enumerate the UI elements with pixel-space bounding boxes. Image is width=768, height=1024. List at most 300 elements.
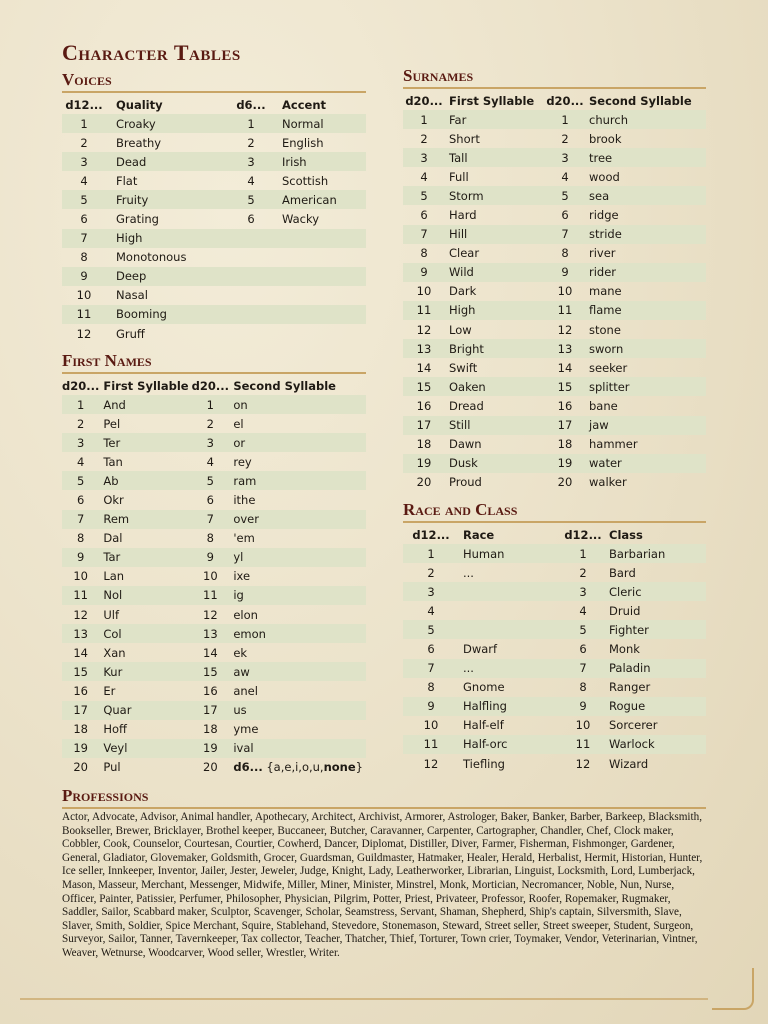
col-header: Accent [282,97,327,112]
col-header: d12... [564,527,602,542]
table-cell [230,324,272,343]
table-row [403,320,706,339]
table-cell: 10 [423,718,439,733]
col-header: Class [609,527,643,542]
table-cell: 5 [62,190,106,209]
table-row [62,567,366,586]
table-row [403,339,706,358]
table-cell: ixe [233,569,251,584]
table-cell: Wild [445,263,545,282]
table-row [62,114,366,133]
table-row [62,643,366,662]
table-cell [272,229,366,248]
table-cell: 4 [427,603,435,618]
table-row [403,678,706,697]
table-cell: 18 [203,722,218,737]
table-cell [230,267,272,286]
race-class-section [403,500,706,773]
table-row [62,324,366,343]
table-cell: Tall [445,148,545,167]
table-cell: 15 [191,662,229,681]
col-header: d20... [191,378,230,393]
table-cell: mane [589,284,622,299]
table-row [403,186,706,205]
table-cell: 2 [427,565,435,580]
col-header: d12... [412,527,450,542]
table-cell: Short [449,131,480,146]
table-cell: 4 [420,169,428,184]
table-cell: 16 [416,398,432,413]
table-cell: Tan [103,454,123,469]
table-cell: 1 [230,114,272,133]
table-cell: 12 [557,322,573,337]
table-cell: Dal [103,531,123,546]
table-cell: 6 [247,212,255,227]
table-cell: Dread [449,398,484,413]
col-header: Second Syllable [233,378,336,393]
page-title: Character Tables [62,40,241,65]
table-header-row [403,91,706,110]
table-cell [272,305,366,324]
table-cell: 11 [62,586,99,605]
table-cell: 9 [403,263,445,282]
table-cell: High [106,229,230,248]
table-row [403,167,706,186]
table-cell [230,229,272,248]
page-corner-ornament [712,968,754,1010]
table-cell: 13 [191,624,229,643]
table-cell: 16 [73,683,88,698]
table-cell: 4 [77,454,85,469]
table-cell: 6 [80,212,88,227]
table-cell: 2 [420,131,428,146]
table-cell: water [585,454,706,473]
table-row [62,471,366,490]
table-row [62,701,366,720]
col-header: d6... [236,97,266,112]
table-cell: 8 [561,246,569,261]
table-cell: Ulf [103,607,120,622]
table-row [62,624,366,643]
table-cell: 2 [579,565,587,580]
table-cell: 1 [561,544,605,563]
vowel-suffix-part: d6... [233,760,263,775]
table-cell: 7 [545,225,585,244]
table-cell [272,267,366,286]
table-row [403,435,706,454]
table-cell: Low [449,322,472,337]
table-cell: 6 [579,642,587,657]
vowel-suffix-cell [229,758,366,777]
table-row [403,358,706,377]
table-cell: 11 [403,301,445,320]
table-cell: 12 [423,756,439,771]
table-cell: el [233,416,244,431]
table-cell: ridge [589,208,619,223]
table-cell: Dead [106,152,230,171]
table-cell: 19 [545,454,585,473]
table-cell: 3 [545,148,585,167]
table-cell: ig [229,586,366,605]
table-cell: Kur [99,662,191,681]
table-cell: ival [229,739,366,758]
table-cell: 8 [420,246,428,261]
table-cell: Fruity [106,190,230,209]
professions-title: Professions [62,786,706,809]
table-cell: stride [585,225,706,244]
col-header: d20... [62,378,100,393]
table-cell: 11 [545,301,585,320]
table-cell: 7 [403,659,459,678]
table-cell: Half-orc [459,735,561,754]
table-cell: Lan [103,569,125,584]
voices-title: Voices [62,70,366,93]
first-names-section [62,351,366,777]
table-cell: 5 [62,471,99,490]
table-row [62,490,366,509]
table-cell: 10 [73,569,88,584]
table-cell: 14 [203,645,218,660]
table-cell: splitter [585,377,706,396]
table-cell: 10 [575,718,591,733]
table-cell: 11 [191,586,229,605]
table-row [62,286,366,305]
col-header: d20... [405,93,443,108]
table-row [62,739,366,758]
race-class-table [403,525,706,773]
table-row [403,263,706,282]
surnames-table [403,91,706,492]
table-row [403,639,706,658]
table-cell: Hoff [103,722,127,737]
table-cell: ... [463,565,474,580]
table-cell: Pul [103,760,121,775]
table-row [403,735,706,754]
table-cell: 15 [403,377,445,396]
table-cell: Tar [99,548,191,567]
table-cell: 15 [62,662,99,681]
table-cell: Quar [99,701,191,720]
table-cell: 5 [545,186,585,205]
table-cell: 18 [557,437,573,452]
table-cell: 1 [403,110,445,129]
table-cell: 19 [191,739,229,758]
table-cell [459,620,561,639]
table-row [403,416,706,435]
table-cell: 7 [561,659,605,678]
table-cell: 6 [561,208,569,223]
table-cell: 7 [403,225,445,244]
race-class-title: Race and Class [403,500,706,523]
table-cell: Bright [445,339,545,358]
table-cell: 1 [62,114,106,133]
table-cell: Proud [449,475,482,490]
table-cell: 3 [62,152,106,171]
table-cell: 8 [427,680,435,695]
table-cell: yl [229,548,366,567]
table-cell: 8 [77,531,85,546]
table-header-row [62,95,366,114]
table-row [62,395,366,414]
table-cell: 1 [191,395,229,414]
col-header: d20... [546,93,584,108]
table-cell: brook [589,131,622,146]
table-cell: hammer [589,437,638,452]
table-row [403,563,706,582]
table-cell: 9 [561,697,605,716]
table-cell: 3 [561,582,605,601]
table-row [403,716,706,735]
table-row [62,452,366,471]
table-row [403,301,706,320]
table-cell: 11 [403,735,459,754]
table-cell: Croaky [106,114,230,133]
table-cell: 6 [427,642,435,657]
table-cell: 20 [203,760,218,775]
table-cell: 5 [230,190,272,209]
table-cell: 12 [203,607,218,622]
table-cell: over [229,510,366,529]
table-cell: 16 [557,398,573,413]
table-cell: walker [589,475,627,490]
table-cell: 2 [206,416,214,431]
table-cell [230,286,272,305]
voices-table [62,95,366,343]
table-cell: Cleric [605,582,706,601]
table-cell: 4 [206,454,214,469]
table-cell: Paladin [605,659,706,678]
table-cell: 12 [416,322,432,337]
table-row [62,152,366,171]
table-cell: 12 [73,607,88,622]
table-cell: Monk [609,642,640,657]
table-cell: 17 [62,701,99,720]
table-cell: sea [585,186,706,205]
table-cell: Oaken [445,377,545,396]
table-cell: 10 [203,569,218,584]
table-row [62,758,366,777]
table-cell: 'em [233,531,255,546]
table-cell: Still [445,416,545,435]
table-cell: ... [459,659,561,678]
table-cell: Far [445,110,545,129]
table-cell: 3 [62,433,99,452]
table-cell: jaw [585,416,706,435]
table-cell [459,582,561,601]
table-cell: 6 [77,493,85,508]
table-cell: 6 [420,208,428,223]
table-cell: anel [233,683,258,698]
professions-section [62,786,706,961]
table-cell: 7 [62,510,99,529]
table-cell: Half-elf [463,718,504,733]
table-cell [272,286,366,305]
table-cell: 5 [403,186,445,205]
col-header: First Syllable [103,378,189,393]
table-cell: 10 [76,288,92,303]
first-names-title: First Names [62,351,366,374]
table-cell: 9 [191,548,229,567]
table-row [403,544,706,563]
table-cell: Irish [272,152,366,171]
table-cell: 2 [247,135,255,150]
table-cell: Flat [116,173,138,188]
table-cell: 3 [403,148,445,167]
table-row [403,205,706,224]
table-cell: 8 [579,680,587,695]
table-cell: emon [229,624,366,643]
table-cell: Hill [445,225,545,244]
table-cell: elon [233,607,258,622]
table-row [62,605,366,624]
table-cell: ithe [233,493,256,508]
table-cell: Monotonous [116,250,187,265]
table-cell: Nasal [116,288,148,303]
table-cell: Deep [106,267,230,286]
vowel-suffix-part: } [355,760,363,775]
table-cell: on [229,395,366,414]
table-cell: Rem [99,510,191,529]
table-cell: 10 [557,284,573,299]
table-row [403,601,706,620]
table-cell: 17 [191,701,229,720]
table-row [403,473,706,492]
table-cell: 11 [561,735,605,754]
table-cell: 20 [73,760,88,775]
table-cell: Full [449,169,469,184]
table-cell: Wizard [609,756,649,771]
table-cell: 3 [403,582,459,601]
table-cell: 2 [80,135,88,150]
table-row [62,681,366,700]
table-cell: 8 [206,531,214,546]
surnames-section [403,66,706,492]
table-cell: 10 [416,284,432,299]
table-cell: 14 [416,360,432,375]
table-cell: 2 [561,131,569,146]
table-row [403,754,706,773]
table-row [403,582,706,601]
table-cell: 17 [545,416,585,435]
col-header: Race [463,527,495,542]
vowel-suffix-part: none [323,760,356,775]
table-cell: 14 [73,645,88,660]
first-names-table [62,376,366,777]
table-cell: Veyl [99,739,191,758]
table-cell: Booming [106,305,230,324]
table-cell: 5 [191,471,229,490]
table-header-row [403,525,706,544]
table-cell: 9 [403,697,459,716]
table-row [403,282,706,301]
table-cell: tree [585,148,706,167]
table-cell [230,248,272,267]
table-row [62,267,366,286]
table-cell: 9 [62,548,99,567]
table-row [62,414,366,433]
table-cell: High [445,301,545,320]
table-cell: 1 [403,544,459,563]
table-cell: 14 [557,360,573,375]
table-cell: Pel [103,416,121,431]
table-row [403,110,706,129]
table-row [403,244,706,263]
table-cell: us [229,701,366,720]
table-cell [459,601,561,620]
table-cell: American [272,190,366,209]
table-cell: rider [585,263,706,282]
table-row [62,720,366,739]
table-cell: 3 [191,433,229,452]
table-cell: 5 [403,620,459,639]
table-cell: Sorcerer [609,718,658,733]
table-cell: wood [589,169,620,184]
table-cell: 16 [203,683,218,698]
table-cell: Tiefling [463,756,505,771]
table-cell: English [282,135,324,150]
table-row [403,620,706,639]
table-cell: Warlock [605,735,706,754]
col-header: Second Syllable [589,93,692,108]
table-row [62,433,366,452]
table-cell: Swift [449,360,478,375]
table-cell: stone [589,322,621,337]
table-cell: Human [459,544,561,563]
table-cell: 18 [73,722,88,737]
table-header-row [62,376,366,395]
table-cell: Okr [103,493,124,508]
table-cell: Dark [449,284,477,299]
table-cell: Scottish [282,173,329,188]
table-cell: Dusk [445,454,545,473]
table-row [62,548,366,567]
table-cell: yme [233,722,259,737]
table-row [62,248,366,267]
surnames-title: Surnames [403,66,706,89]
table-cell: 3 [230,152,272,171]
table-cell: Breathy [116,135,162,150]
table-row [403,396,706,415]
table-cell: 12 [76,326,92,341]
table-cell [230,305,272,324]
table-cell: 9 [545,263,585,282]
table-cell: church [585,110,706,129]
table-row [403,129,706,148]
table-cell: 18 [416,437,432,452]
table-cell: 13 [403,339,445,358]
table-cell: 17 [403,416,445,435]
table-cell: 20 [557,475,573,490]
table-row [62,529,366,548]
table-cell: 15 [545,377,585,396]
table-cell: Bard [609,565,636,580]
table-cell: Grating [116,212,159,227]
col-header: First Syllable [449,93,535,108]
table-cell: 5 [561,620,605,639]
table-row [62,586,366,605]
table-cell: Ranger [609,680,651,695]
table-row [62,171,366,190]
table-cell: And [99,395,191,414]
table-cell: seeker [589,360,628,375]
table-cell [272,324,366,343]
table-cell: 7 [191,510,229,529]
table-cell: Ab [99,471,191,490]
table-cell: Wacky [282,212,320,227]
table-row [62,510,366,529]
table-cell: 12 [575,756,591,771]
table-row [62,190,366,209]
